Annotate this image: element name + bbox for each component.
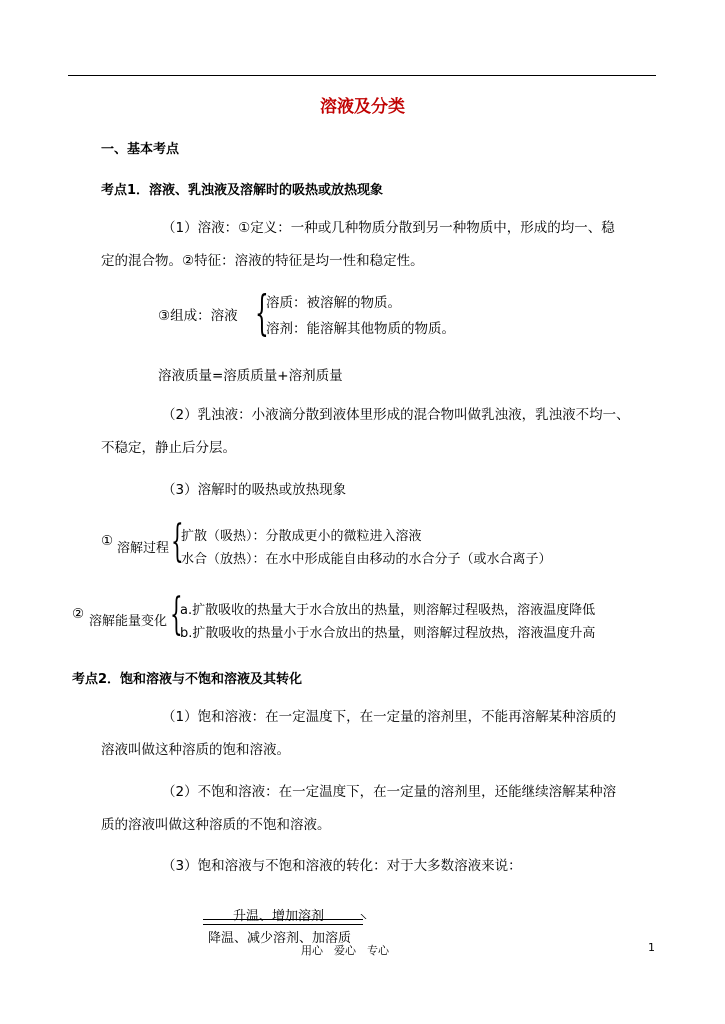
kp1-p2-line1: （2）乳浊液：小液滴分散到液体里形成的混合物叫做乳浊液，乳浊液不均一、 [162, 407, 630, 423]
process-lead: 溶解过程 [117, 541, 170, 556]
conversion-backward-arrow [203, 924, 363, 925]
kp1-p3: （3）溶解时的吸热或放热现象 [162, 482, 347, 498]
energy-number: ② [72, 606, 85, 622]
process-brace: { [171, 516, 184, 567]
composition-brace: { [255, 285, 269, 341]
energy-lead: 溶解能量变化 [89, 614, 168, 629]
process-number: ① [101, 533, 114, 549]
kp2-p2-line1: （2）不饱和溶液：在一定温度下，在一定量的溶剂里，还能继续溶解某种溶 [162, 784, 617, 800]
kp1-p1-line2: 定的混合物。②特征：溶液的特征是均一性和稳定性。 [101, 253, 424, 269]
conversion-forward-arrow [203, 919, 363, 920]
section-heading: 一、基本考点 [101, 142, 180, 157]
kp1-heading: 考点1．溶液、乳浊液及溶解时的吸热或放热现象 [101, 183, 384, 198]
kp1-p1-line1: （1）溶液：①定义：一种或几种物质分散到另一种物质中，形成的均一、稳 [162, 220, 615, 236]
header-rule [68, 75, 656, 76]
page-title: 溶液及分类 [320, 97, 405, 117]
composition-solvent: 溶剂：能溶解其他物质的物质。 [266, 321, 455, 337]
conversion-forward-label: 升温、增加溶剂 [233, 909, 325, 924]
composition-lead: ③组成：溶液 [158, 308, 238, 324]
energy-brace: { [170, 589, 183, 640]
energy-case-b: b.扩散吸收的热量小于水合放出的热量，则溶解过程放热，溶液温度升高 [180, 626, 596, 641]
composition-solute: 溶质：被溶解的物质。 [266, 295, 401, 311]
energy-case-a: a.扩散吸收的热量大于水合放出的热量，则溶解过程吸热，溶液温度降低 [180, 603, 596, 618]
page-number: 1 [648, 941, 655, 954]
process-hydration: 水合（放热）：在水中形成能自由移动的水合分子（或水合离子） [181, 552, 552, 567]
kp2-p1-line2: 溶液叫做这种溶质的饱和溶液。 [101, 742, 290, 758]
kp2-heading: 考点2．饱和溶液与不饱和溶液及其转化 [72, 672, 303, 687]
conversion-backward-label: 降温、减少溶剂、加溶质 [208, 931, 352, 946]
mass-equation: 溶液质量=溶质质量+溶剂质量 [158, 368, 343, 384]
kp1-p2-line2: 不稳定，静止后分层。 [101, 440, 236, 456]
kp2-p3: （3）饱和溶液与不饱和溶液的转化：对于大多数溶液来说： [162, 858, 522, 874]
kp2-p1-line1: （1）饱和溶液：在一定温度下，在一定量的溶剂里，不能再溶解某种溶质的 [162, 709, 617, 725]
process-diffusion: 扩散（吸热）：分散成更小的微粒进入溶液 [181, 529, 422, 544]
footer-text: 用心 爱心 专心 [301, 944, 389, 957]
kp2-p2-line2: 质的溶液叫做这种溶质的不饱和溶液。 [101, 817, 331, 833]
